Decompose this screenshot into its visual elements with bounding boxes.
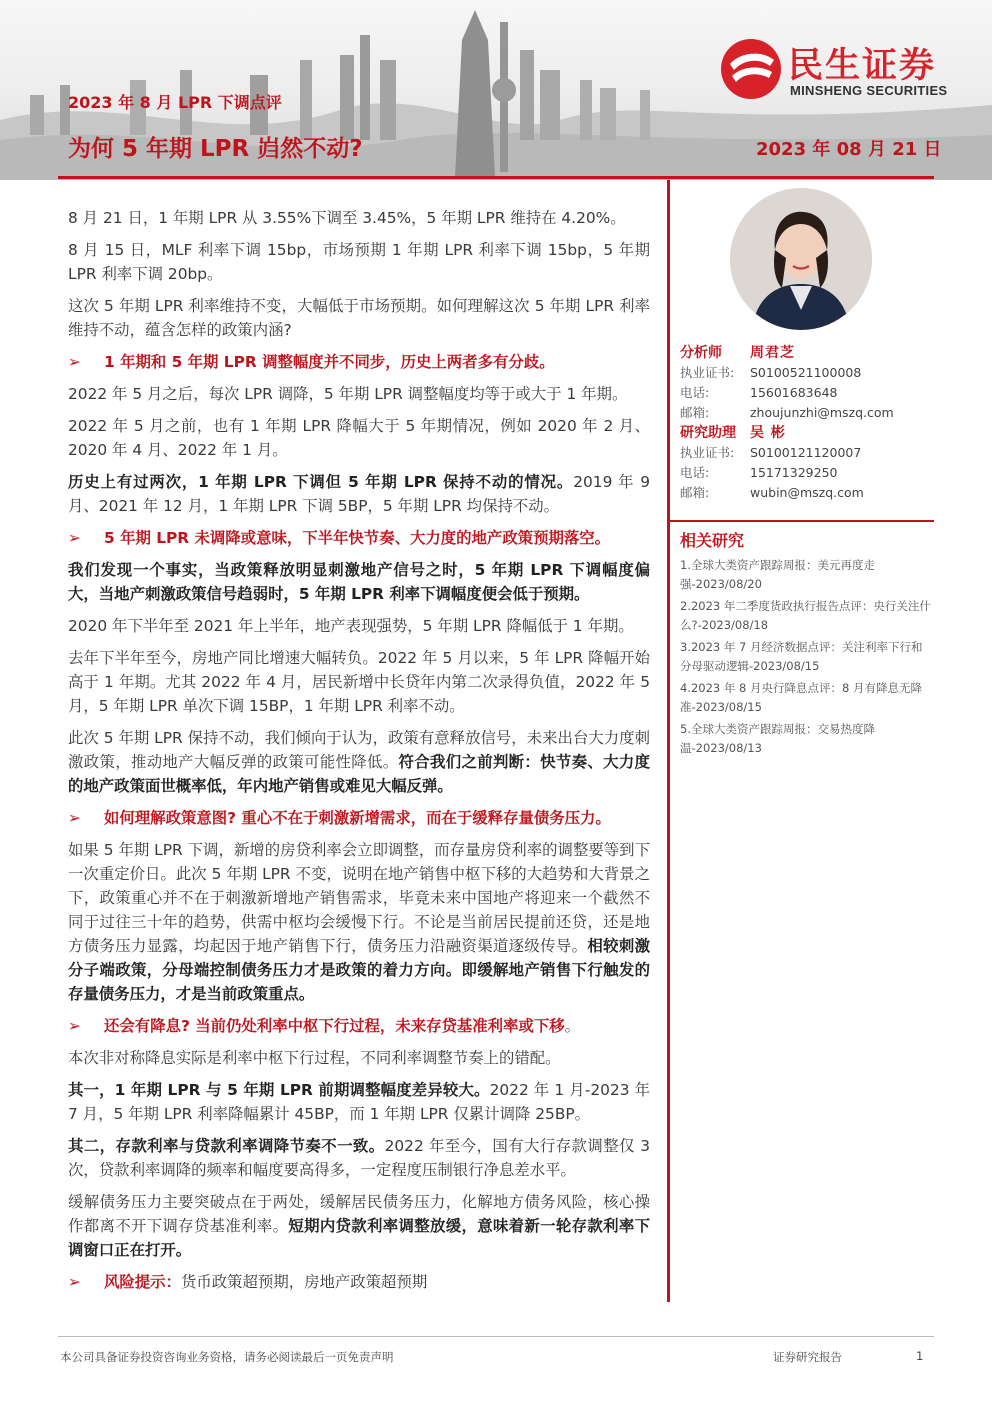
phone-label: 电话: — [680, 465, 710, 480]
paragraph: 8 月 15 日，MLF 利率下调 15bp，市场预期 1 年期 LPR 利率下调 15bp，5 年期 LPR 利率下调 20bp。 — [68, 241, 650, 283]
paragraph: 如果 5 年期 LPR 下调，新增的房贷利率会立即调整，而存量房贷利率的调整要等到下一次重定价日。此次 5 年期 LPR 不变，说明在地产销售中枢下移的大趋势和大背景之下，政策重心并不在于刺激新增地产销售需求，毕竟未来中国地产将迎来一个截然不同于过往三十年的趋势，供需中枢均会缓慢下行。不论是当前居民提前还贷，还是地方债务压力显露，均起因于地产销售下行，债务压力沿融资渠道逐级传导。相较刺激分子端政策，分母端控制债务压力才是政策的着力方向。即缓解地产销售下行触发的存量债务压力，才是当前政策重点。 — [68, 841, 650, 1003]
paragraph: 历史上有过两次，1 年期 LPR 下调但 5 年期 LPR 保持不动的情况。2019 年 9 月、2021 年 12 月，1 年期 LPR 下调 5BP，5 年期 LPR 均保持不动。 — [68, 473, 650, 515]
column-divider — [667, 180, 670, 1302]
paragraph: 其一，1 年期 LPR 与 5 年期 LPR 前期调整幅度差异较大。2022 年 1 月-2023 年 7 月，5 年期 LPR 利率降幅累计 45BP，而 1 年期 LPR 仅累计调降 25BP。 — [68, 1081, 650, 1123]
arrow-bullet-icon: ➢ — [68, 1273, 81, 1291]
phone-label: 电话: — [680, 385, 710, 400]
paragraph: 其二，存款利率与贷款利率调降节奏不一致。2022 年至今，国有大行存款调整仅 3 次，贷款利率调降的频率和幅度要高得多，一定程度压制银行净息差水平。 — [68, 1137, 650, 1179]
related-item[interactable]: 5.全球大类资产跟踪周报：交易热度降温-2023/08/13 — [680, 722, 875, 755]
paragraph: 这次 5 年期 LPR 利率维持不变，大幅低于市场预期。如何理解这次 5 年期 LPR 利率维持不动，蕴含怎样的政策内涵? — [68, 297, 650, 339]
email-link[interactable]: wubin@mszq.com — [750, 485, 864, 500]
phone-number: 15171329250 — [750, 465, 838, 480]
cert-number: S0100121120007 — [750, 445, 862, 460]
analyst-name: 吴 彬 — [750, 425, 786, 441]
risk-warning: ➢ 风险提示：货币政策超预期，房地产政策超预期 — [68, 1270, 650, 1294]
related-research-title: 相关研究 — [680, 531, 745, 550]
report-body — [68, 206, 650, 1302]
cert-label: 执业证书: — [680, 365, 735, 380]
brand-name: 民生证券 — [788, 46, 937, 86]
related-item[interactable]: 1.全球大类资产跟踪周报：美元再度走强-2023/08/20 — [680, 558, 875, 591]
report-tag: 2023 年 8 月 LPR 下调点评 — [68, 93, 282, 112]
analyst-avatar — [730, 188, 872, 330]
arrow-bullet-icon: ➢ — [68, 353, 81, 371]
analyst-role: 分析师 — [680, 345, 722, 361]
cert-number: S0100521100008 — [750, 365, 862, 380]
paragraph: 8 月 21 日，1 年期 LPR 从 3.55%下调至 3.45%，5 年期 LPR 维持在 4.20%。 — [68, 209, 626, 227]
analyst-info — [680, 343, 932, 503]
header-divider — [58, 176, 934, 179]
arrow-bullet-icon: ➢ — [68, 809, 81, 827]
related-research-list — [680, 556, 932, 761]
paragraph: 2022 年 5 月之前，也有 1 年期 LPR 降幅大于 5 年期情况，例如 2020 年 2 月、2020 年 4 月、2022 年 1 月。 — [68, 417, 650, 459]
paragraph: 去年下半年至今，房地产同比增速大幅转负。2022 年 5 月以来，5 年 LPR 降幅开始高于 1 年期。尤其 2022 年 4 月，居民新增中长贷年内第二次录得负值，2022 年 5 月，5 年期 LPR 单次下调 15BP，1 年期 LPR 利率不动。 — [68, 649, 650, 715]
analyst-role: 研究助理 — [680, 425, 736, 441]
cert-label: 执业证书: — [680, 445, 735, 460]
paragraph: 本次非对称降息实际是利率中枢下行过程，不同利率调整节奏上的错配。 — [68, 1049, 561, 1067]
analyst-portrait-image — [730, 188, 872, 330]
section-heading: ➢ 还会有降息? 当前仍处利率中枢下行过程，未来存贷基准利率或下移。 — [68, 1014, 650, 1038]
footer-divider — [58, 1336, 934, 1337]
email-link[interactable]: zhoujunzhi@mszq.com — [750, 405, 894, 420]
related-divider — [670, 520, 934, 522]
email-label: 邮箱: — [680, 405, 710, 420]
section-heading: ➢ 如何理解政策意图? 重心不在于刺激新增需求，而在于缓释存量债务压力。 — [68, 806, 650, 830]
analyst-name: 周君芝 — [750, 345, 795, 361]
report-title: 为何 5 年期 LPR 岿然不动? — [68, 136, 363, 162]
arrow-bullet-icon: ➢ — [68, 529, 81, 547]
related-item[interactable]: 2.2023 年二季度货政执行报告点评：央行关注什么?-2023/08/18 — [680, 599, 931, 632]
report-date: 2023 年 08 月 21 日 — [756, 139, 942, 160]
brand-english-name: MINSHENG SECURITIES — [790, 83, 948, 98]
minsheng-logo-icon — [720, 38, 782, 100]
phone-number: 15601683648 — [750, 385, 838, 400]
brand-logo — [720, 36, 970, 106]
section-heading: ➢ 1 年期和 5 年期 LPR 调整幅度并不同步，历史上两者多有分歧。 — [68, 350, 650, 374]
related-item[interactable]: 4.2023 年 8 月央行降息点评：8 月有降息无降准-2023/08/15 — [680, 681, 922, 714]
report-header — [0, 0, 992, 180]
paragraph: 2020 年下半年至 2021 年上半年，地产表现强势，5 年期 LPR 降幅低于 1 年期。 — [68, 617, 634, 635]
related-item[interactable]: 3.2023 年 7 月经济数据点评：关注利率下行和分母驱动逻辑-2023/08/15 — [680, 640, 923, 673]
arrow-bullet-icon: ➢ — [68, 1017, 81, 1035]
footer-disclaimer: 本公司具备证券投资咨询业务资格，请务必阅读最后一页免责声明 — [60, 1350, 394, 1364]
paragraph: 我们发现一个事实，当政策释放明显刺激地产信号之时，5 年期 LPR 下调幅度偏大，当地产刺激政策信号趋弱时，5 年期 LPR 利率下调幅度便会低于预期。 — [68, 561, 650, 603]
footer-report-type: 证券研究报告 — [773, 1350, 842, 1364]
paragraph: 缓解债务压力主要突破点在于两处，缓解居民债务压力，化解地方债务风险，核心操作都离不开下调存贷基准利率。短期内贷款利率调整放缓，意味着新一轮存款利率下调窗口正在打开。 — [68, 1193, 650, 1259]
page-number: 1 — [916, 1349, 924, 1363]
paragraph: 此次 5 年期 LPR 保持不动，我们倾向于认为，政策有意释放信号，未来出台大力度刺激政策，推动地产大幅反弹的政策可能性降低。符合我们之前判断：快节奏、大力度的地产政策面世概率低，年内地产销售或难见大幅反弹。 — [68, 729, 650, 795]
section-heading: ➢ 5 年期 LPR 未调降或意味，下半年快节奏、大力度的地产政策预期落空。 — [68, 526, 650, 550]
paragraph: 2022 年 5 月之后，每次 LPR 调降，5 年期 LPR 调整幅度均等于或大于 1 年期。 — [68, 385, 628, 403]
email-label: 邮箱: — [680, 485, 710, 500]
